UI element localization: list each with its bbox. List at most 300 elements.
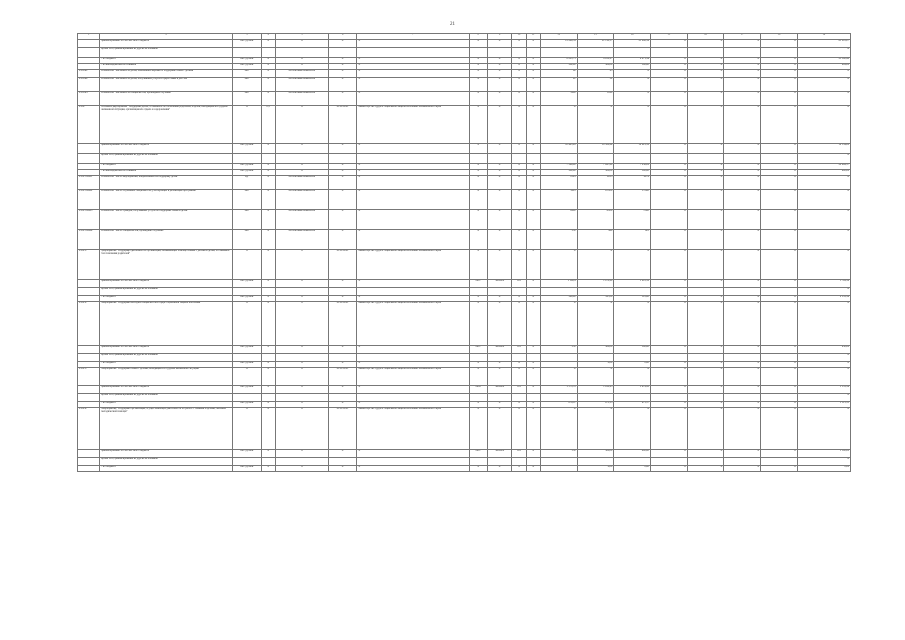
table-cell: X: [687, 250, 724, 280]
table-cell: X: [275, 170, 328, 176]
table-cell: X: [797, 210, 850, 230]
table-row: [78, 210, 851, 230]
table-cell: X: [261, 450, 275, 458]
table-cell: X: [487, 302, 511, 346]
table-cell: X: [687, 78, 724, 92]
table-cell: X: [357, 144, 469, 154]
table-cell: 611: [512, 346, 526, 354]
table-cell: X: [512, 170, 526, 176]
table-cell: X: [724, 92, 761, 106]
table-cell: X: [724, 106, 761, 144]
table-cell: X: [357, 296, 469, 302]
table-cell: [614, 154, 651, 164]
table-cell: X: [526, 210, 540, 230]
table-cell: 2.6.2.1.: [78, 250, 100, 280]
table-cell: X: [261, 402, 275, 408]
table-cell: [78, 450, 100, 458]
table-cell: X: [469, 230, 487, 250]
table-cell: [687, 354, 724, 362]
table-cell: X: [487, 176, 511, 190]
table-cell: 60: [540, 70, 577, 78]
table-cell: абсолютный показатель: [275, 176, 328, 190]
table-cell: [512, 154, 526, 164]
table-cell: X: [761, 64, 798, 70]
table-cell: [469, 154, 487, 164]
table-cell: X: [328, 466, 357, 472]
table-cell: [275, 154, 328, 164]
table-cell: [724, 154, 761, 164]
table-cell: [724, 288, 761, 296]
table-cell: X: [328, 280, 357, 288]
table-row: [78, 466, 851, 472]
table-cell: X: [357, 190, 469, 210]
table-cell: X: [761, 210, 798, 230]
table-row: [78, 302, 851, 346]
table-cell: X: [724, 362, 761, 368]
table-cell: X: [526, 78, 540, 92]
table-cell: X: [487, 368, 511, 386]
table-cell: Показатель "Число мероприятий, направленных на поддержку детей": [100, 176, 233, 190]
table-cell: 300,00: [577, 450, 614, 458]
table-cell: тыс. рублей: [232, 280, 261, 288]
table-cell: X: [487, 144, 511, 154]
table-cell: X: [469, 210, 487, 230]
table-cell: 0,5: [261, 106, 275, 144]
table-cell: X: [526, 164, 540, 170]
table-cell: X: [357, 92, 469, 106]
table-cell: [540, 458, 577, 466]
table-cell: [78, 288, 100, 296]
table-cell: [328, 458, 357, 466]
table-cell: X: [526, 346, 540, 354]
table-cell: Мероприятие "Поддержка семей с детьми, находящихся в трудной жизненной ситуации": [100, 368, 233, 386]
column-number: 7: [357, 34, 469, 40]
table-cell: [261, 394, 275, 402]
table-cell: кроме того, финансирование из других источников: [100, 48, 233, 58]
table-cell: X: [650, 450, 687, 458]
column-number: 8: [469, 34, 487, 40]
table-cell: чел.: [232, 92, 261, 106]
table-cell: 547,00: [577, 296, 614, 302]
table-cell: X: [512, 92, 526, 106]
table-row: [78, 386, 851, 394]
table-cell: X: [614, 302, 651, 346]
table-cell: [78, 386, 100, 394]
table-cell: X: [469, 92, 487, 106]
table-cell: X: [275, 250, 328, 280]
table-cell: 670,11: [540, 402, 577, 408]
table-cell: абсолютный показатель: [275, 78, 328, 92]
table-cell: X: [761, 250, 798, 280]
table-cell: X: [357, 362, 469, 368]
table-cell: 300,00: [614, 64, 651, 70]
column-number: 3: [232, 34, 261, 40]
table-cell: X: [469, 190, 487, 210]
table-cell: X: [261, 250, 275, 280]
table-cell: X: [724, 466, 761, 472]
table-cell: X: [232, 408, 261, 450]
table-cell: X: [650, 40, 687, 48]
table-cell: 1 479,41: [614, 386, 651, 394]
table-cell: X: [650, 92, 687, 106]
table-cell: 5000000: [487, 386, 511, 394]
table-cell: X: [526, 250, 540, 280]
table-cell: X: [526, 40, 540, 48]
table-cell: X: [357, 170, 469, 176]
table-cell: X: [261, 70, 275, 78]
table-cell: X: [328, 362, 357, 368]
table-cell: X: [614, 78, 651, 92]
table-cell: X: [724, 408, 761, 450]
table-cell: кроме того, финансирование из других источников: [100, 394, 233, 402]
table-cell: [526, 458, 540, 466]
table-cell: X: [650, 164, 687, 170]
table-cell: X: [614, 368, 651, 386]
table-cell: 2.6.2.3.: [78, 368, 100, 386]
table-cell: 10 021,32: [614, 144, 651, 154]
table-cell: 2.6.2.: [78, 106, 100, 144]
table-cell: X: [357, 386, 469, 394]
table-cell: X: [357, 176, 469, 190]
table-cell: X: [650, 408, 687, 450]
table-cell: X: [687, 40, 724, 48]
table-cell: X: [687, 386, 724, 394]
table-cell: X: [797, 176, 850, 190]
table-cell: X: [724, 386, 761, 394]
table-cell: 5 000: [614, 210, 651, 230]
table-cell: X: [797, 250, 850, 280]
table-cell: [650, 394, 687, 402]
table-cell: X: [526, 144, 540, 154]
table-cell: [469, 458, 487, 466]
table-cell: 1 012,32: [614, 280, 651, 288]
table-cell: [232, 354, 261, 362]
table-cell: 21 048,36: [614, 40, 651, 48]
table-cell: X: [526, 466, 540, 472]
table-cell: 01.01.2021: [328, 368, 357, 386]
table-cell: X: [797, 78, 850, 92]
table-cell: абсолютный показатель: [275, 210, 328, 230]
table-cell: X: [232, 106, 261, 144]
table-cell: [540, 466, 577, 472]
table-cell: X: [724, 164, 761, 170]
column-number: 15: [650, 34, 687, 40]
table-cell: 2593: [540, 176, 577, 190]
table-cell: [328, 354, 357, 362]
table-cell: X: [614, 92, 651, 106]
table-cell: [512, 288, 526, 296]
table-cell: X: [797, 154, 850, 164]
table-cell: [78, 466, 100, 472]
table-cell: X: [724, 402, 761, 408]
table-cell: Мероприятие "Поддержка организаций, осуществляющих деятельность по работе с семьями и детьми, оказание методической помощи": [100, 408, 233, 450]
table-cell: Министерство труда и социальной защиты населения Забайкальского края: [357, 408, 469, 450]
table-cell: X: [261, 362, 275, 368]
table-cell: X: [687, 450, 724, 458]
table-cell: Показатель "Численность детей, получивших услуги в сфере семьи и детства": [100, 78, 233, 92]
table-cell: X: [469, 466, 487, 472]
table-cell: Показатель "Число граждан, получивших услуги по поддержке семей и детей": [100, 210, 233, 230]
table-cell: X: [724, 70, 761, 78]
table-cell: финансирование за счет местного бюджета: [100, 450, 233, 458]
table-cell: [78, 280, 100, 288]
table-cell: [540, 154, 577, 164]
table-cell: [577, 48, 614, 58]
table-cell: [232, 394, 261, 402]
table-cell: X: [687, 164, 724, 170]
table-cell: 2.6.1Ф2: [78, 78, 100, 92]
table-cell: X: [512, 210, 526, 230]
table-cell: X: [357, 230, 469, 250]
table-cell: X: [761, 106, 798, 144]
table-cell: X: [650, 362, 687, 368]
table-cell: X: [687, 144, 724, 154]
table-cell: X: [328, 70, 357, 78]
table-cell: 5005: [540, 190, 577, 210]
table-cell: [526, 154, 540, 164]
table-cell: X: [275, 386, 328, 394]
table-row: [78, 70, 851, 78]
table-cell: Показатель "Число обученных специалистов, участвующих в реализации программы": [100, 190, 233, 210]
table-cell: [724, 458, 761, 466]
table-cell: 611: [512, 386, 526, 394]
table-cell: X: [761, 408, 798, 450]
table-cell: X: [526, 362, 540, 368]
table-cell: Показатель "Численность специалистов, прошедших обучение": [100, 92, 233, 106]
table-row: [78, 394, 851, 402]
table-cell: X: [797, 302, 850, 346]
table-cell: 0,00: [614, 466, 651, 472]
table-cell: 10 000: [577, 190, 614, 210]
table-cell: X: [469, 296, 487, 302]
table-cell: [724, 48, 761, 58]
table-cell: X: [724, 170, 761, 176]
table-row: [78, 368, 851, 386]
table-cell: X: [512, 402, 526, 408]
table-cell: X: [761, 362, 798, 368]
table-cell: X: [797, 362, 850, 368]
table-cell: X: [540, 106, 577, 144]
table-cell: 512,00: [614, 296, 651, 302]
table-cell: X: [512, 368, 526, 386]
table-cell: [761, 48, 798, 58]
table-cell: X: [650, 302, 687, 346]
table-cell: чел.: [232, 230, 261, 250]
table-cell: [275, 394, 328, 402]
table-cell: 611: [512, 280, 526, 288]
table-cell: [261, 154, 275, 164]
table-row: [78, 458, 851, 466]
table-cell: 0907: [469, 346, 487, 354]
table-cell: ед.: [232, 176, 261, 190]
table-row: [78, 176, 851, 190]
table-cell: X: [526, 402, 540, 408]
table-cell: 300,00: [577, 64, 614, 70]
table-cell: 10 495,29: [540, 144, 577, 154]
table-cell: X: [275, 144, 328, 154]
table-cell: X: [687, 170, 724, 176]
table-cell: Показатель "Численность детей, охваченных мерами по поддержке семей с детьми": [100, 70, 233, 78]
table-cell: X: [761, 92, 798, 106]
table-cell: [357, 48, 469, 58]
table-cell: X: [526, 296, 540, 302]
table-cell: X: [512, 466, 526, 472]
table-cell: [357, 154, 469, 164]
table-cell: - из бюджета: [100, 362, 233, 368]
table-cell: тыс. рублей: [232, 296, 261, 302]
table-cell: [512, 458, 526, 466]
table-cell: X: [540, 250, 577, 280]
table-cell: [487, 154, 511, 164]
table-cell: [275, 354, 328, 362]
table-cell: 4 000: [577, 210, 614, 230]
table-cell: 2.6.2. ПОК3: [78, 210, 100, 230]
table-cell: [687, 458, 724, 466]
table-cell: X: [328, 386, 357, 394]
table-cell: X: [487, 466, 511, 472]
table-cell: X: [650, 190, 687, 210]
table-cell: [540, 48, 577, 58]
table-cell: абсолютный показатель: [275, 92, 328, 106]
table-cell: X: [687, 64, 724, 70]
table-cell: 21 110,17: [577, 40, 614, 48]
table-cell: 300,00: [577, 346, 614, 354]
table-cell: X: [650, 176, 687, 190]
table-cell: X: [328, 58, 357, 64]
table-cell: Основное мероприятие "Поддержка детей, оставшихся без попечения родителей, и детей, находящихся в трудной жизненной ситуации, организация их отдыха и оздоровления": [100, 106, 233, 144]
table-cell: X: [261, 346, 275, 354]
table-cell: 21 266,54: [540, 40, 577, 48]
table-cell: X: [761, 450, 798, 458]
table-cell: абсолютный показатель: [275, 190, 328, 210]
table-cell: X: [487, 78, 511, 92]
table-cell: X: [469, 164, 487, 170]
table-cell: X: [487, 210, 511, 230]
page-number: 21: [450, 22, 455, 27]
table-cell: 61 205,07: [797, 40, 850, 48]
table-cell: [577, 458, 614, 466]
table-cell: X: [275, 346, 328, 354]
table-cell: X: [487, 70, 511, 78]
table-cell: Министерство труда и социальной защиты населения Забайкальского края: [357, 368, 469, 386]
table-cell: Показатель "Число специалистов, прошедших обучение": [100, 230, 233, 250]
table-cell: 1 070,00: [577, 280, 614, 288]
table-cell: 1 573,53: [540, 386, 577, 394]
table-cell: X: [687, 466, 724, 472]
table-cell: - из бюджета: [100, 402, 233, 408]
table-row: [78, 354, 851, 362]
table-cell: 5000000: [487, 346, 511, 354]
table-cell: X: [261, 296, 275, 302]
table-cell: X: [724, 230, 761, 250]
table-cell: X: [687, 296, 724, 302]
table-cell: X: [357, 78, 469, 92]
table-cell: [761, 288, 798, 296]
table-cell: 0,00: [797, 466, 850, 472]
table-cell: X: [512, 64, 526, 70]
table-cell: X: [761, 368, 798, 386]
table-cell: 7 647,00: [577, 164, 614, 170]
table-cell: X: [512, 296, 526, 302]
table-cell: 5000000: [487, 450, 511, 458]
table-cell: [761, 458, 798, 466]
table-cell: [261, 48, 275, 58]
table-cell: X: [761, 466, 798, 472]
table-cell: [232, 154, 261, 164]
table-cell: 0,00: [614, 362, 651, 368]
table-cell: 0907: [469, 280, 487, 288]
table-cell: X: [328, 210, 357, 230]
table-cell: X: [512, 144, 526, 154]
table-cell: 0902: [469, 386, 487, 394]
table-cell: X: [526, 92, 540, 106]
table-cell: X: [469, 70, 487, 78]
table-cell: Мероприятие "Поддержка деятельности организаций, оказывающих помощь семьям с детьми и детям, оставшимся без попечения родителей": [100, 250, 233, 280]
table-cell: X: [512, 362, 526, 368]
table-cell: [78, 144, 100, 154]
table-cell: X: [724, 450, 761, 458]
table-cell: 1000: [577, 92, 614, 106]
table-cell: [232, 288, 261, 296]
table-cell: тыс. рублей: [232, 164, 261, 170]
table-cell: [512, 48, 526, 58]
table-cell: X: [275, 106, 328, 144]
table-cell: X: [724, 78, 761, 92]
table-cell: X: [469, 170, 487, 176]
table-cell: 1 515,13: [797, 402, 850, 408]
table-cell: кроме того, финансирование из других источников: [100, 354, 233, 362]
table-cell: X: [797, 458, 850, 466]
column-number: 9: [487, 34, 511, 40]
table-cell: тыс. рублей: [232, 58, 261, 64]
table-cell: X: [357, 450, 469, 458]
table-cell: X: [487, 64, 511, 70]
table-cell: X: [261, 280, 275, 288]
column-number: 14: [614, 34, 651, 40]
table-cell: [650, 458, 687, 466]
table-row: [78, 346, 851, 354]
table-cell: X: [724, 190, 761, 210]
table-cell: кроме того, финансирование из других источников: [100, 288, 233, 296]
table-cell: X: [526, 368, 540, 386]
table-cell: X: [687, 176, 724, 190]
table-cell: [650, 154, 687, 164]
table-cell: X: [761, 280, 798, 288]
table-cell: X: [512, 78, 526, 92]
table-body: [78, 40, 851, 472]
table-cell: [577, 354, 614, 362]
table-cell: X: [512, 58, 526, 64]
table-cell: [650, 288, 687, 296]
table-cell: [526, 48, 540, 58]
table-cell: Министерство труда и социальной защиты населения Забайкальского края: [357, 106, 469, 144]
table-cell: тыс. рублей: [232, 362, 261, 368]
table-cell: X: [469, 362, 487, 368]
table-cell: X: [724, 40, 761, 48]
table-cell: 10 554,00: [797, 144, 850, 154]
table-cell: X: [261, 386, 275, 394]
table-cell: кроме того, финансирование из других источников: [100, 154, 233, 164]
table-cell: [650, 354, 687, 362]
table-cell: [275, 48, 328, 58]
table-cell: X: [650, 296, 687, 302]
table-cell: X: [328, 144, 357, 154]
table-cell: X: [357, 64, 469, 70]
table-cell: X: [614, 70, 651, 78]
table-cell: X: [232, 250, 261, 280]
table-cell: X: [577, 368, 614, 386]
table-cell: X: [761, 176, 798, 190]
